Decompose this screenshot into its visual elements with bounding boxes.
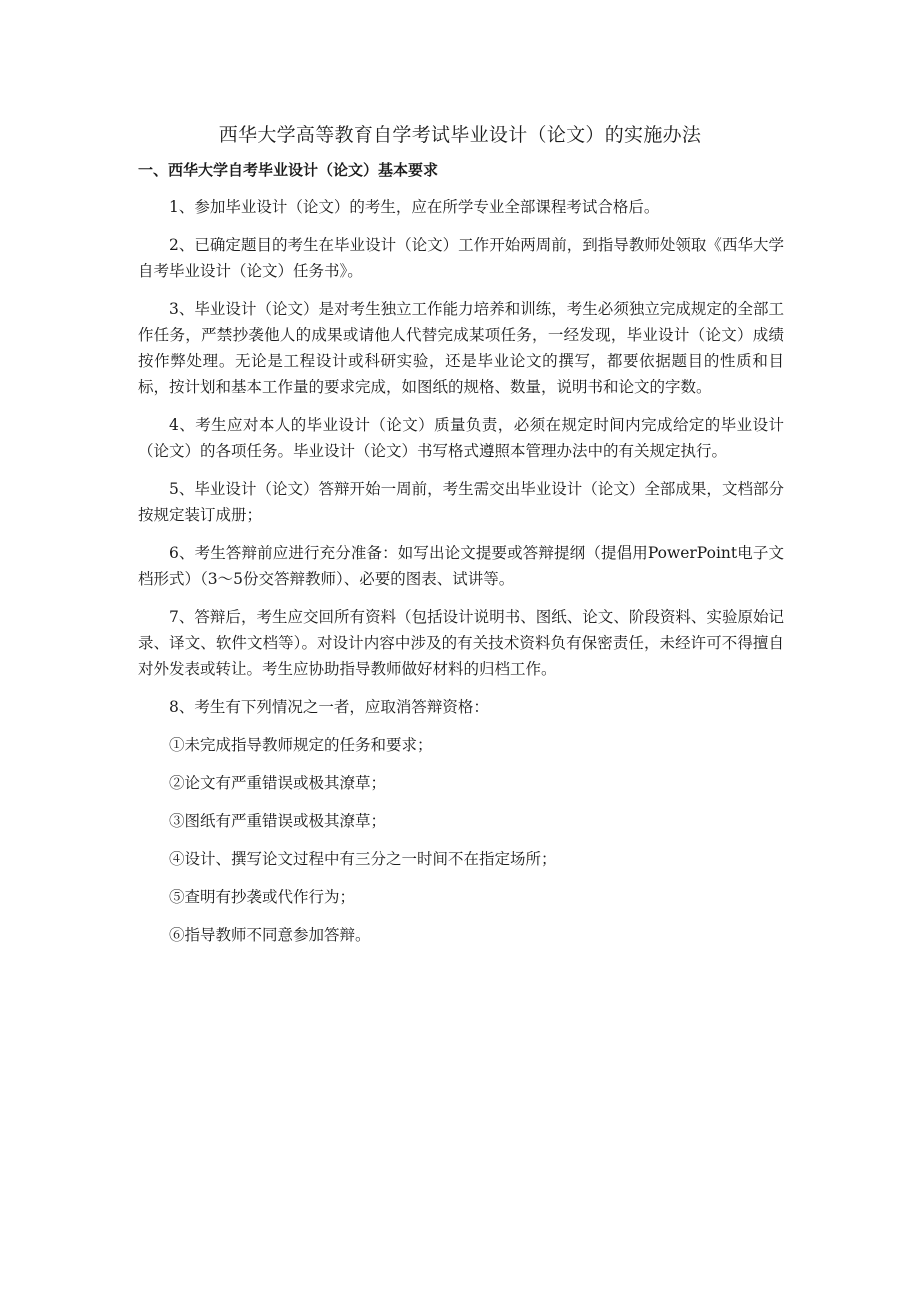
paragraph-8: 8、考生有下列情况之一者，应取消答辩资格： <box>169 698 489 716</box>
paragraph-6: 6、考生答辩前应进行充分准备：如写出论文提要或答辩提纲（提倡用PowerPoint电子文档形式）（3～5份交答辩教师）、必要的图表、试讲等。 <box>138 544 784 588</box>
document-title: 西华大学高等教育自学考试毕业设计（论文）的实施办法 <box>218 124 702 146</box>
section-heading-basic-requirements: 一、西华大学自考毕业设计（论文）基本要求 <box>138 161 439 179</box>
condition-item-5: ⑤查明有抄袭或代作行为； <box>169 888 356 906</box>
condition-item-4: ④设计、撰写论文过程中有三分之一时间不在指定场所； <box>169 850 557 868</box>
condition-item-2: ②论文有严重错误或极其潦草； <box>169 774 387 792</box>
paragraph-4: 4、考生应对本人的毕业设计（论文）质量负责，必须在规定时间内完成给定的毕业设计（论文）的各项任务。毕业设计（论文）书写格式遵照本管理办法中的有关规定执行。 <box>138 416 784 460</box>
paragraph-7: 7、答辩后，考生应交回所有资料（包括设计说明书、图纸、论文、阶段资料、实验原始记录、译文、软件文档等）。对设计内容中涉及的有关技术资料负有保密责任，未经许可不得擅自对外发表或转让。考生应协助指导教师做好材料的归档工作。 <box>138 608 784 678</box>
document-body <box>138 194 784 960</box>
paragraph-1: 1、参加毕业设计（论文）的考生，应在所学专业全部课程考试合格后。 <box>169 198 660 216</box>
condition-item-1: ①未完成指导教师规定的任务和要求； <box>169 736 433 754</box>
condition-item-3: ③图纸有严重错误或极其潦草； <box>169 812 387 830</box>
paragraph-3: 3、毕业设计（论文）是对考生独立工作能力培养和训练，考生必须独立完成规定的全部工作任务，严禁抄袭他人的成果或请他人代替完成某项任务，一经发现，毕业设计（论文）成绩按作弊处理。无论是工程设计或科研实验，还是毕业论文的撰写，都要依据题目的性质和目标，按计划和基本工作量的要求完成，如图纸的规格、数量，说明书和论文的字数。 <box>138 300 784 396</box>
condition-item-6: ⑥指导教师不同意参加答辩。 <box>169 926 371 944</box>
paragraph-2: 2、已确定题目的考生在毕业设计（论文）工作开始两周前，到指导教师处领取《西华大学自考毕业设计（论文）任务书》。 <box>138 236 784 280</box>
paragraph-5: 5、毕业设计（论文）答辩开始一周前，考生需交出毕业设计（论文）全部成果，文档部分按规定装订成册； <box>138 480 784 524</box>
